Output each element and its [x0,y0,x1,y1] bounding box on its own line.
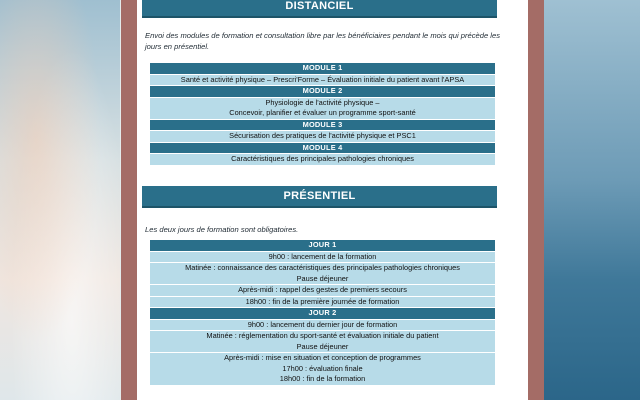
section-header-presentiel: PRÉSENTIEL [142,186,497,208]
section-header-distanciel: DISTANCIEL [142,0,497,18]
module-2-title [150,97,495,119]
table-row [150,86,495,98]
left-background-image [0,0,120,400]
table-row [150,119,495,131]
table-row [150,331,495,353]
right-background-image [540,0,640,400]
module-4-header: MODULE 4 [150,142,495,154]
module-4-title: Caractéristiques des principales pathologies chroniques [150,154,495,166]
day-1-header: JOUR 1 [150,240,495,251]
table-row [150,97,495,119]
day-1-start: 9h00 : lancement de la formation [150,251,495,263]
table-row [150,251,495,263]
table-row [150,285,495,297]
module-3-title: Sécurisation des pratiques de l'activité physique et PSC1 [150,131,495,143]
presentiel-intro: Les deux jours de formation sont obligatoires. [145,225,299,234]
module-1-header: MODULE 1 [150,63,495,74]
day-2-afternoon [150,353,495,386]
table-row [150,296,495,308]
table-row [150,319,495,331]
day-2-morning [150,331,495,353]
table-row [150,63,495,74]
day-1-afternoon: Après-midi : rappel des gestes de premiers secours [150,285,495,297]
day-2-lunch-line: Pause déjeuner [296,341,349,351]
day-1-morning-line: Matinée : connaissance des caractéristiques des principales pathologies chroniques [185,263,460,272]
table-row [150,353,495,386]
table-row [150,308,495,320]
day-2-evaluation-line: 17h00 : évaluation finale [282,363,363,373]
table-row [150,131,495,143]
day-2-morning-line: Matinée : réglementation du sport-santé et évaluation initiale du patient [206,331,439,340]
schedule-table [150,240,495,386]
day-1-lunch-line: Pause déjeuner [296,273,349,283]
day-2-header: JOUR 2 [150,308,495,320]
day-2-end-line: 18h00 : fin de la formation [279,374,366,383]
module-3-header: MODULE 3 [150,119,495,131]
day-1-end: 18h00 : fin de la première journée de formation [150,296,495,308]
module-1-title: Santé et activité physique – Prescri'Forme – Évaluation initiale du patient avant l'APSA [150,74,495,86]
table-row [150,142,495,154]
module-2-header: MODULE 2 [150,86,495,98]
day-2-afternoon-line: Après-midi : mise en situation et conception de programmes [224,353,421,362]
table-row [150,154,495,166]
day-2-start: 9h00 : lancement du dernier jour de formation [150,319,495,331]
module-2-line-1: Physiologie de l'activité physique – [265,97,380,107]
modules-table [150,63,495,166]
distanciel-intro: Envoi des modules de formation et consultation libre par les bénéficiaires pendant le mois qui précède les jours en présentiel. [145,31,501,51]
module-2-line-2: Concevoir, planifier et évaluer un programme sport-santé [229,108,416,117]
table-row [150,263,495,285]
day-1-morning [150,263,495,285]
table-row [150,240,495,251]
table-row [150,74,495,86]
